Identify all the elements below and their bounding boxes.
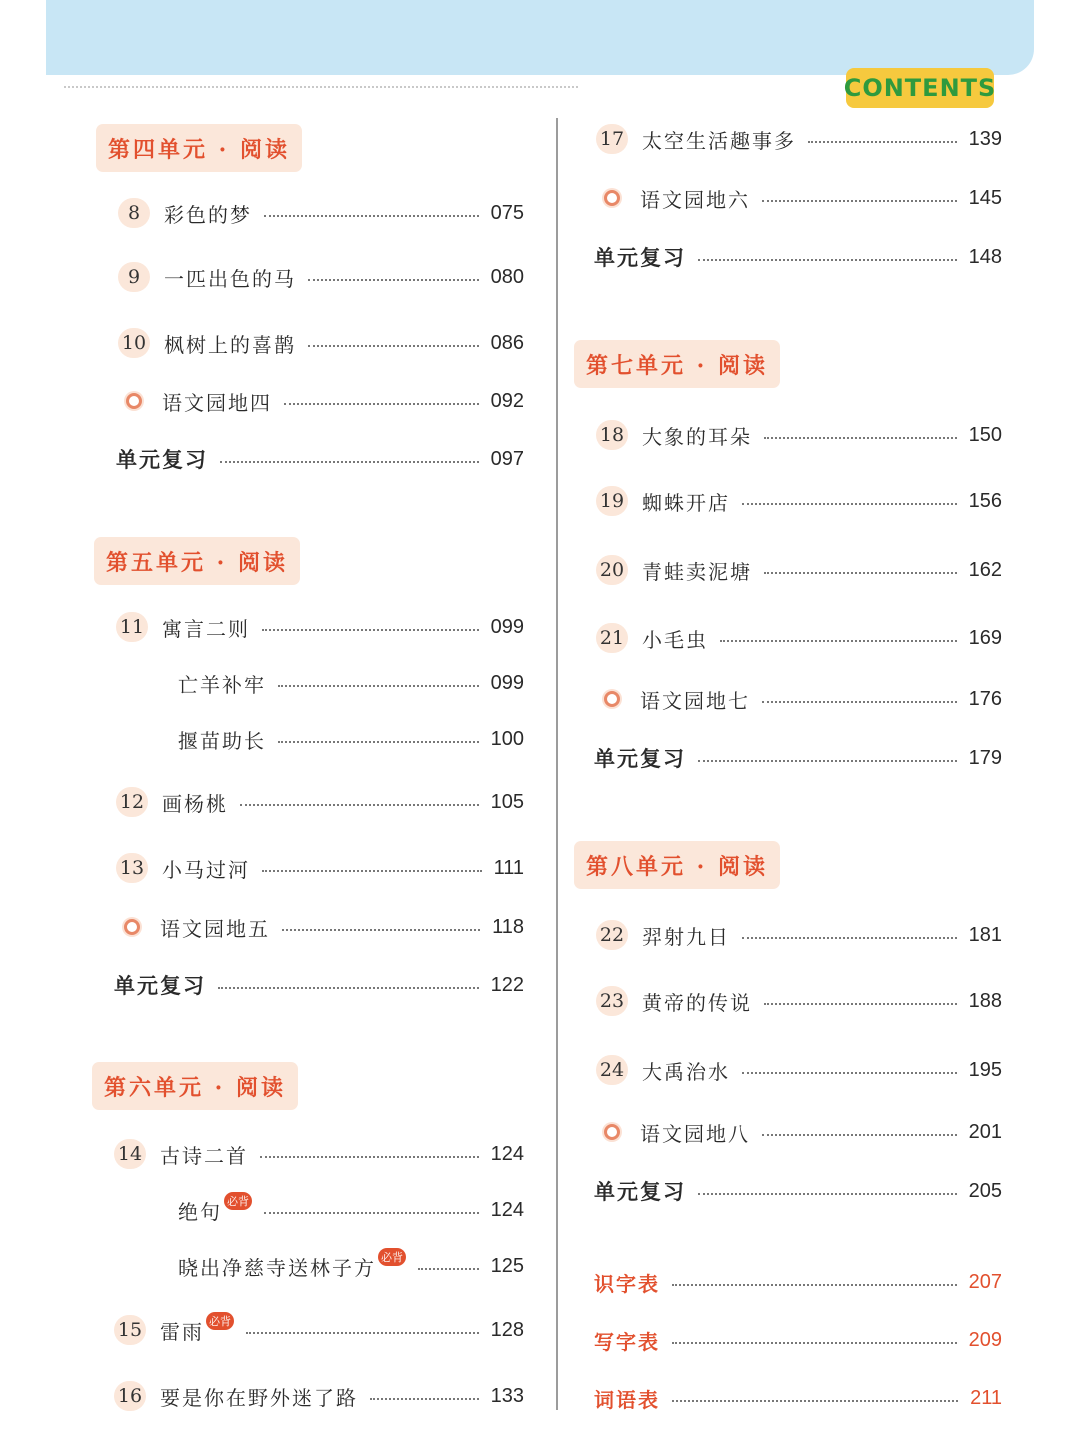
toc-entry-lesson-23[interactable]	[596, 984, 1002, 1018]
page-number: 207	[968, 1270, 1002, 1293]
page-number: 205	[968, 1179, 1002, 1202]
unit-8-header: 第八单元 · 阅读	[574, 841, 780, 889]
lesson-title: 小马过河	[162, 857, 250, 882]
must-recite-badge: 必背	[378, 1248, 406, 1266]
page-number: 150	[968, 423, 1002, 446]
page-number: 145	[968, 186, 1002, 209]
entry-title: 单元复习	[594, 246, 686, 270]
dot-leader	[762, 200, 957, 202]
dot-leader	[246, 1332, 479, 1334]
lesson-title: 蜘蛛开店	[642, 490, 730, 515]
toc-entry-lesson-14[interactable]	[114, 1137, 524, 1171]
entry-title: 词语表	[594, 1387, 660, 1412]
dot-leader	[698, 760, 957, 762]
top-dotted-rule	[64, 86, 578, 88]
page-number: 092	[490, 389, 524, 412]
lesson-number: 22	[596, 920, 628, 950]
toc-entry-xiezi-table[interactable]	[594, 1323, 1002, 1357]
dot-leader	[418, 1268, 479, 1270]
dot-leader	[260, 1156, 479, 1158]
lesson-number: 12	[116, 787, 148, 817]
lesson-number: 13	[116, 853, 148, 883]
page-number: 105	[490, 790, 524, 813]
ring-bullet-icon	[604, 1124, 620, 1140]
lesson-title: 羿射九日	[642, 924, 730, 949]
sub-title: 亡羊补牢	[178, 672, 266, 697]
toc-entry-lesson-20[interactable]	[596, 553, 1002, 587]
toc-entry-lesson-16[interactable]	[114, 1379, 524, 1413]
toc-entry-lesson-21[interactable]	[596, 621, 1002, 655]
dot-leader	[218, 987, 479, 989]
page-number: 111	[493, 856, 524, 879]
page-number: 097	[490, 447, 524, 470]
column-divider	[556, 118, 558, 1410]
toc-entry-lesson-10[interactable]	[118, 326, 524, 360]
dot-leader	[742, 1072, 957, 1074]
must-recite-badge: 必背	[206, 1312, 234, 1330]
toc-entry-yuwen-garden-7[interactable]	[596, 682, 1002, 716]
dot-leader	[764, 437, 957, 439]
toc-entry-yuwen-garden-5[interactable]	[116, 910, 524, 944]
page-number: 125	[490, 1254, 524, 1277]
dot-leader	[264, 1212, 479, 1214]
dot-leader	[764, 572, 957, 574]
lesson-number: 10	[118, 328, 150, 358]
toc-entry-lesson-15[interactable]	[114, 1313, 524, 1347]
toc-entry-lesson-13[interactable]	[116, 851, 524, 885]
entry-title: 单元复习	[594, 1180, 686, 1204]
lesson-number: 14	[114, 1139, 146, 1169]
entry-title: 写字表	[594, 1329, 660, 1354]
lesson-title: 青蛙卖泥塘	[642, 559, 752, 584]
page-number: 124	[490, 1198, 524, 1221]
lesson-number: 19	[596, 486, 628, 516]
page-number: 156	[968, 489, 1002, 512]
dot-leader	[764, 1003, 957, 1005]
must-recite-badge: 必背	[224, 1192, 252, 1210]
toc-entry-unit-4-review[interactable]	[116, 442, 524, 476]
entry-title: 语文园地八	[640, 1121, 750, 1146]
entry-title: 语文园地六	[640, 187, 750, 212]
page-number: 181	[968, 923, 1002, 946]
entry-title: 单元复习	[114, 974, 206, 998]
entry-title: 语文园地七	[640, 688, 750, 713]
entry-title: 单元复习	[594, 747, 686, 771]
dot-leader	[264, 215, 479, 217]
dot-leader	[672, 1284, 957, 1286]
toc-entry-ciyu-table[interactable]	[594, 1381, 1002, 1415]
lesson-title: 大禹治水	[642, 1059, 730, 1084]
page-number: 179	[968, 746, 1002, 769]
page-number: 118	[492, 915, 524, 938]
dot-leader	[278, 685, 479, 687]
dot-leader	[742, 937, 957, 939]
dot-leader	[698, 1193, 957, 1195]
toc-entry-sub-yamiaozhuzhang[interactable]	[178, 722, 524, 756]
page-number: 211	[970, 1386, 1002, 1409]
unit-4-header: 第四单元 · 阅读	[96, 124, 302, 172]
lesson-number: 23	[596, 986, 628, 1016]
dot-leader	[262, 629, 479, 631]
page-number: 099	[490, 615, 524, 638]
toc-entry-lesson-9[interactable]	[118, 260, 524, 294]
page-number: 169	[968, 626, 1002, 649]
dot-leader	[240, 804, 479, 806]
dot-leader	[308, 279, 479, 281]
lesson-number: 8	[118, 198, 150, 228]
lesson-number: 21	[596, 623, 628, 653]
lesson-title: 寓言二则	[162, 616, 250, 641]
sub-title: 揠苗助长	[178, 728, 266, 753]
page-number: 122	[490, 973, 524, 996]
dot-leader	[762, 701, 957, 703]
ring-bullet-icon	[604, 691, 620, 707]
toc-entry-sub-wangyangbulao[interactable]	[178, 666, 524, 700]
lesson-title: 枫树上的喜鹊	[164, 332, 296, 357]
page-number: 133	[490, 1384, 524, 1407]
toc-entry-lesson-11[interactable]	[116, 610, 524, 644]
page-number: 195	[968, 1058, 1002, 1081]
toc-entry-shizi-table[interactable]	[594, 1265, 1002, 1299]
lesson-number: 20	[596, 555, 628, 585]
dot-leader	[672, 1400, 958, 1402]
dot-leader	[698, 259, 957, 261]
dot-leader	[262, 870, 482, 872]
dot-leader	[762, 1134, 957, 1136]
ring-bullet-icon	[126, 393, 142, 409]
page-number: 162	[968, 558, 1002, 581]
lesson-title: 古诗二首	[160, 1143, 248, 1168]
page-number: 209	[968, 1328, 1002, 1351]
lesson-number: 16	[114, 1381, 146, 1411]
lesson-number: 18	[596, 420, 628, 450]
dot-leader	[282, 929, 480, 931]
entry-title: 语文园地四	[162, 390, 272, 415]
toc-entry-lesson-19[interactable]	[596, 484, 1002, 518]
dot-leader	[284, 403, 479, 405]
dot-leader	[278, 741, 479, 743]
toc-entry-lesson-12[interactable]	[116, 785, 524, 819]
unit-7-header: 第七单元 · 阅读	[574, 340, 780, 388]
dot-leader	[742, 503, 957, 505]
toc-entry-lesson-24[interactable]	[596, 1053, 1002, 1087]
page-number: 188	[968, 989, 1002, 1012]
toc-entry-lesson-18[interactable]	[596, 418, 1002, 452]
dot-leader	[720, 640, 957, 642]
lesson-title: 小毛虫	[642, 627, 708, 652]
toc-entry-yuwen-garden-6[interactable]	[596, 181, 1002, 215]
page-number: 176	[968, 687, 1002, 710]
lesson-number: 24	[596, 1055, 628, 1085]
page-number: 201	[968, 1120, 1002, 1143]
lesson-number: 17	[596, 124, 628, 154]
sub-title: 晓出净慈寺送林子方	[178, 1255, 376, 1280]
page-number: 080	[490, 265, 524, 288]
toc-entry-unit-5-review[interactable]	[114, 968, 524, 1002]
toc-entry-lesson-22[interactable]	[596, 918, 1002, 952]
toc-entry-sub-xiaochujingcisi[interactable]	[178, 1249, 524, 1283]
ring-bullet-icon	[604, 190, 620, 206]
entry-title: 语文园地五	[160, 916, 270, 941]
toc-entry-yuwen-garden-4[interactable]	[118, 384, 524, 418]
unit-6-header: 第六单元 · 阅读	[92, 1062, 298, 1110]
lesson-title: 黄帝的传说	[642, 990, 752, 1015]
page-number: 099	[490, 671, 524, 694]
lesson-number: 9	[118, 262, 150, 292]
dot-leader	[220, 461, 479, 463]
page-number: 128	[490, 1318, 524, 1341]
toc-entry-lesson-8[interactable]	[118, 196, 524, 230]
entry-title: 识字表	[594, 1271, 660, 1296]
dot-leader	[808, 141, 957, 143]
page-number: 139	[968, 127, 1002, 150]
sub-title: 绝句	[178, 1199, 222, 1224]
lesson-title: 要是你在野外迷了路	[160, 1385, 358, 1410]
toc-entry-lesson-17[interactable]	[596, 122, 1002, 156]
toc-entry-yuwen-garden-8[interactable]	[596, 1115, 1002, 1149]
lesson-number: 15	[114, 1315, 146, 1345]
top-banner	[46, 0, 1034, 75]
dot-leader	[308, 345, 479, 347]
lesson-number: 11	[116, 612, 148, 642]
page-number: 100	[490, 727, 524, 750]
entry-title: 单元复习	[116, 448, 208, 472]
page-number: 086	[490, 331, 524, 354]
lesson-title: 雷雨	[160, 1319, 204, 1344]
toc-entry-sub-jueju[interactable]	[178, 1193, 524, 1227]
page-number: 075	[490, 201, 524, 224]
toc-entry-unit-8-review[interactable]	[594, 1174, 1002, 1208]
unit-5-header: 第五单元 · 阅读	[94, 537, 300, 585]
lesson-title: 大象的耳朵	[642, 424, 752, 449]
toc-entry-unit-6-review[interactable]	[594, 240, 1002, 274]
contents-label: CONTENTS	[846, 68, 994, 108]
dot-leader	[672, 1342, 957, 1344]
page-number: 148	[968, 245, 1002, 268]
lesson-title: 一匹出色的马	[164, 266, 296, 291]
dot-leader	[370, 1398, 479, 1400]
lesson-title: 彩色的梦	[164, 202, 252, 227]
lesson-title: 画杨桃	[162, 791, 228, 816]
page-number: 124	[490, 1142, 524, 1165]
toc-entry-unit-7-review[interactable]	[594, 741, 1002, 775]
ring-bullet-icon	[124, 919, 140, 935]
lesson-title: 太空生活趣事多	[642, 128, 796, 153]
